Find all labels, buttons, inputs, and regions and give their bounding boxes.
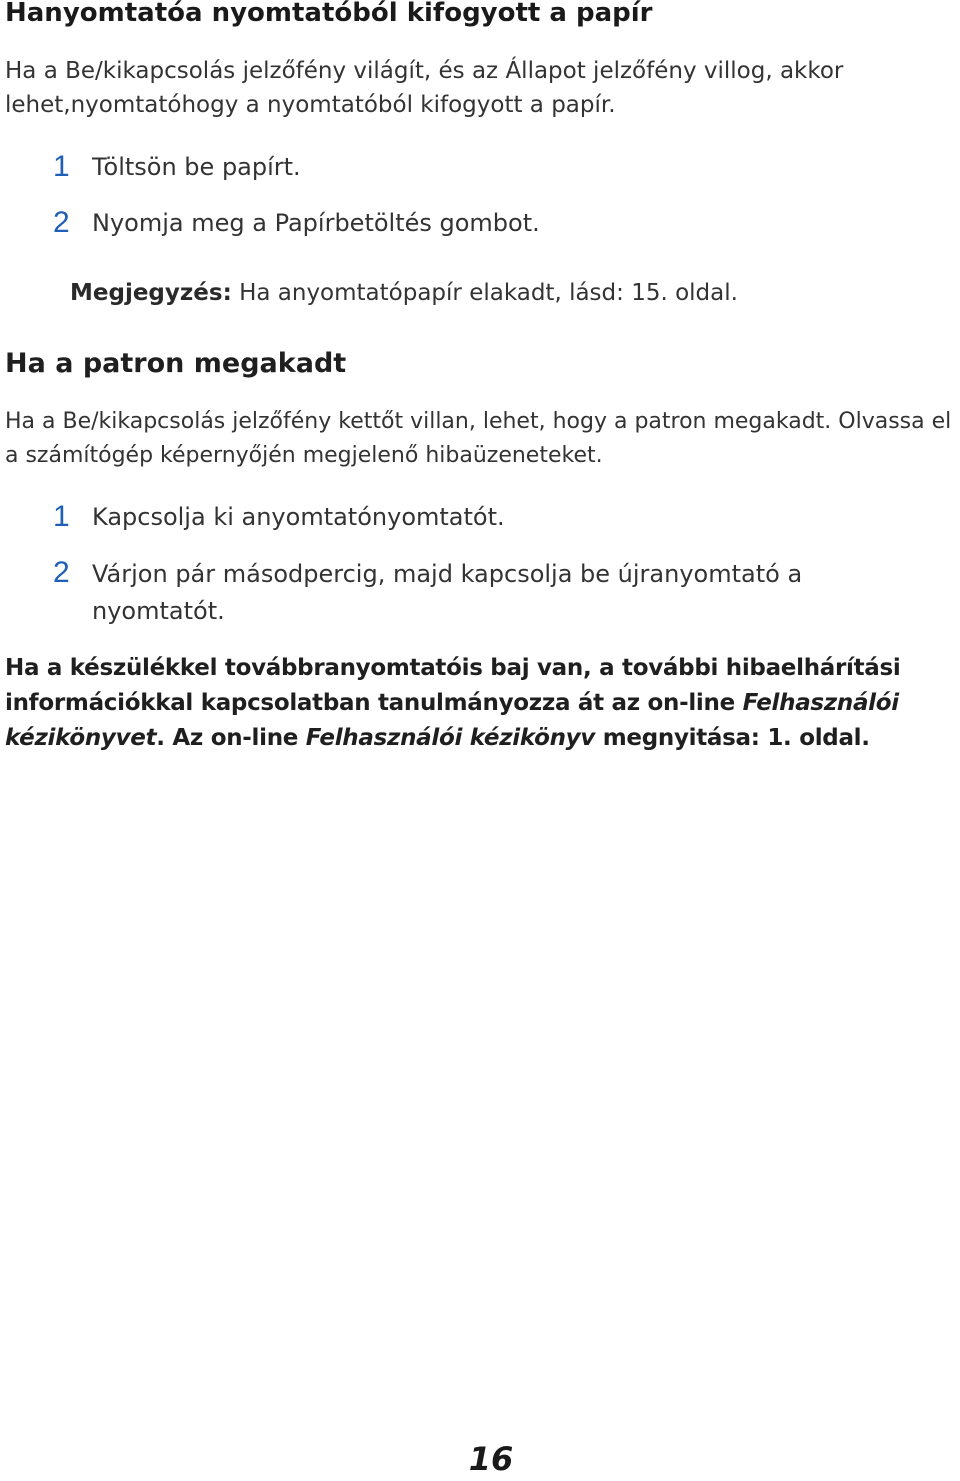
user-guide-title: Felhasználói kézikönyv [305, 725, 596, 751]
help-text: Ha a készülékkel továbbranyomtatóis baj van, a további hibaelhárítási információkkal kapcsolatban tanulmányozza át az on-line [5, 655, 901, 716]
further-help-paragraph [5, 651, 960, 756]
page-number: 16 [468, 1440, 514, 1478]
user-guide-title: Felhasználói kézikönyvet [5, 690, 899, 751]
step-number: 1 [53, 500, 70, 533]
step-number: 2 [53, 206, 70, 239]
out-of-paper-intro: Ha a Be/kikapcsolás jelzőfény világít, és az Állapot jelzőfény villog, akkor lehet,nyomtatóhogy a nyomtatóból kifogyott a papír. [5, 58, 844, 118]
section-title-out-of-paper: Hanyomtatóa nyomtatóból kifogyott a papír [5, 0, 653, 28]
step-text: Kapcsolja ki anyomtatónyomtatót. [92, 503, 505, 531]
section-title-cartridge-stall: Ha a patron megakadt [5, 348, 347, 379]
help-text: megnyitása: 1. oldal. [595, 725, 870, 751]
step-text: Nyomja meg a Papírbetöltés gombot. [92, 209, 540, 237]
note-label: Megjegyzés: [70, 280, 232, 306]
step-number: 1 [53, 150, 70, 183]
help-text: . Az on-line [156, 725, 306, 751]
step-text: Töltsön be papírt. [92, 153, 301, 181]
paper-jam-note [70, 276, 738, 310]
cartridge-stall-intro: Ha a Be/kikapcsolás jelzőfény kettőt villan, lehet, hogy a patron megakadt. Olvassa el a számítógép képernyőjén megjelenő hibaüzeneteket. [5, 409, 952, 468]
step-text: Várjon pár másodpercig, majd kapcsolja be újranyomtató a nyomtatót. [92, 560, 803, 625]
step-number: 2 [53, 556, 70, 589]
note-text: Ha anyomtatópapír elakadt, lásd: 15. oldal. [231, 280, 738, 306]
